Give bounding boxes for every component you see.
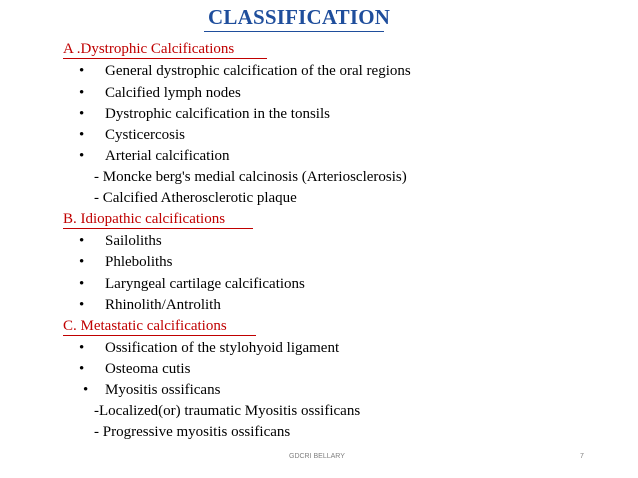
list-item-text: Arterial calcification (105, 148, 230, 164)
sub-list-item: - Progressive myositis ossificans (94, 424, 291, 440)
bullet-icon: • (79, 254, 85, 270)
bullet-icon: • (79, 148, 85, 164)
slide-title: CLASSIFICATION (208, 5, 391, 29)
footer-text: GDCRI BELLARY (289, 453, 345, 460)
list-item (79, 232, 162, 250)
list-item-text: Dystrophic calcification in the tonsils (105, 106, 330, 122)
list-item (79, 105, 330, 123)
list-item (79, 360, 190, 378)
list-item-text: Rhinolith/Antrolith (105, 297, 221, 313)
bullet-icon: • (83, 382, 89, 398)
bullet-icon: • (79, 297, 85, 313)
bullet-icon: • (79, 106, 85, 122)
section-a-underline (63, 58, 267, 59)
list-item (79, 126, 185, 144)
bullet-icon: • (79, 276, 85, 292)
list-item-text: Sailoliths (105, 233, 162, 249)
page-number: 7 (580, 453, 584, 460)
sub-list-item: -Localized(or) traumatic Myositis ossificans (94, 403, 361, 419)
list-item (79, 84, 241, 102)
list-item-text: General dystrophic calcification of the oral regions (105, 63, 411, 79)
list-item-text: Laryngeal cartilage calcifications (105, 276, 305, 292)
sub-list-item: - Calcified Atherosclerotic plaque (94, 190, 297, 206)
bullet-icon: • (79, 85, 85, 101)
list-item (79, 339, 339, 357)
list-item-text: Ossification of the stylohyoid ligament (105, 340, 340, 356)
section-heading-dystrophic: A .Dystrophic Calcifications (63, 41, 235, 57)
title-underline (204, 31, 384, 32)
bullet-icon: • (79, 361, 85, 377)
list-item-text: Calcified lymph nodes (105, 85, 241, 101)
list-item-text: Cysticercosis (105, 127, 185, 143)
list-item-text: Myositis ossificans (105, 382, 221, 398)
list-item-text: Osteoma cutis (105, 361, 191, 377)
list-item (79, 147, 230, 165)
list-item (79, 253, 173, 271)
bullet-icon: • (79, 340, 85, 356)
sub-list-item: - Moncke berg's medial calcinosis (Arteriosclerosis) (94, 169, 407, 185)
list-item (79, 62, 411, 80)
section-b-underline (63, 228, 253, 229)
section-heading-idiopathic: B. Idiopathic calcifications (63, 211, 226, 227)
list-item (79, 296, 221, 314)
list-item-text: Phleboliths (105, 254, 173, 270)
list-item (83, 381, 220, 399)
bullet-icon: • (79, 233, 85, 249)
list-item (79, 275, 305, 293)
bullet-icon: • (79, 63, 85, 79)
section-c-underline (63, 335, 256, 336)
bullet-icon: • (79, 127, 85, 143)
section-heading-metastatic: C. Metastatic calcifications (63, 318, 227, 334)
